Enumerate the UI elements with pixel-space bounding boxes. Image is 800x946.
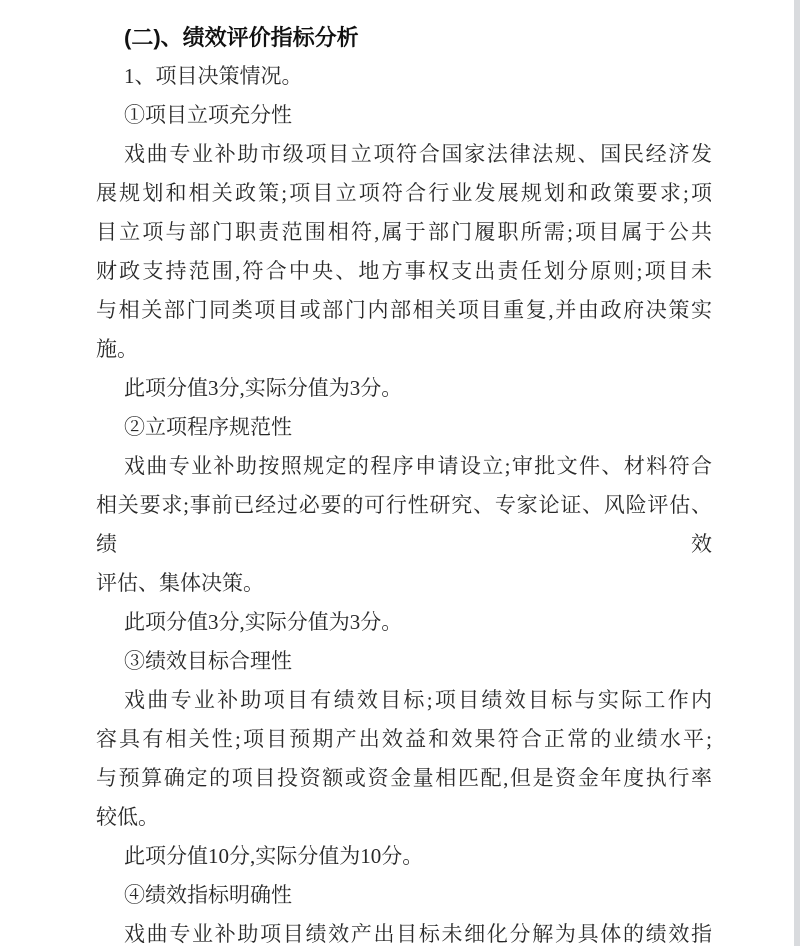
- text-line: ④绩效指标明确性: [124, 883, 292, 907]
- paragraph-line: 容具有相关性;项目预期产出效益和效果符合正常的业绩水平;: [96, 727, 712, 751]
- paragraph-line: 财政支持范围,符合中央、地方事权支出责任划分原则;项目未: [96, 259, 712, 283]
- paragraph-line: 评估、集体决策。: [96, 571, 264, 595]
- paragraph-line: 戏曲专业补助按照规定的程序申请设立;审批文件、材料符合: [124, 454, 712, 478]
- paragraph-line: 相关要求;事前已经过必要的可行性研究、专家论证、风险评估、 绩效: [96, 493, 712, 556]
- text-line: ③绩效目标合理性: [124, 649, 292, 673]
- paragraph-line: 施。: [96, 337, 138, 361]
- paragraph-line: 戏曲专业补助项目绩效产出目标未细化分解为具体的绩效指: [124, 922, 712, 946]
- paragraph-line: 与预算确定的项目投资额或资金量相匹配,但是资金年度执行率: [96, 766, 712, 790]
- text-line: 1、项目决策情况。: [124, 64, 303, 88]
- paragraph-line: 戏曲专业补助市级项目立项符合国家法律法规、国民经济发: [124, 142, 712, 166]
- section-heading: (二)、绩效评价指标分析: [124, 25, 359, 50]
- paragraph-line: 较低。: [96, 805, 159, 829]
- text-line: 此项分值3分,实际分值为3分。: [124, 376, 403, 400]
- text-line: 此项分值3分,实际分值为3分。: [124, 610, 403, 634]
- text-line: 此项分值10分,实际分值为10分。: [124, 844, 424, 868]
- text-line: ①项目立项充分性: [124, 103, 292, 127]
- document-body: [96, 57, 712, 946]
- scrollbar-track[interactable]: [794, 0, 800, 946]
- text-line: ②立项程序规范性: [124, 415, 292, 439]
- paragraph-line: 与相关部门同类项目或部门内部相关项目重复,并由政府决策实: [96, 298, 712, 322]
- paragraph-line: 展规划和相关政策;项目立项符合行业发展规划和政策要求;项: [96, 181, 712, 205]
- paragraph-line: 戏曲专业补助项目有绩效目标;项目绩效目标与实际工作内: [124, 688, 712, 712]
- paragraph-line: 目立项与部门职责范围相符,属于部门履职所需;项目属于公共: [96, 220, 712, 244]
